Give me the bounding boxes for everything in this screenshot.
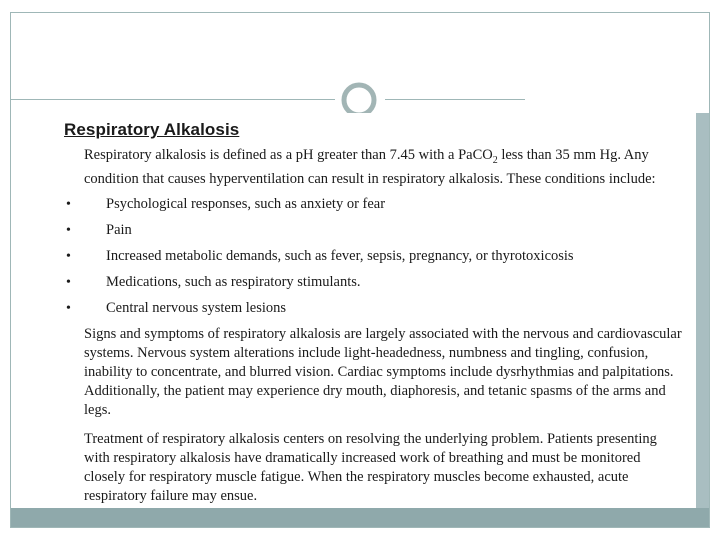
bottom-accent-bar xyxy=(11,508,709,527)
signs-paragraph: Signs and symptoms of respiratory alkalosis are largely associated with the nervous and cardiovascular systems. Nervous system alterations include light-headedness, numbness and tingling, confusion, inability to concentrate, and blurred vision. Cardiac symptoms include dysrhythmias and palpitations. Additionally, the patient may experience dry mouth, diaphoresis, and tetanic spasms of the arms and legs. xyxy=(84,325,682,418)
intro-text-part2: less than 35 mm Hg. Any condition that causes hyperventilation can result in respiratory alkalosis. These conditions include: xyxy=(84,147,656,187)
bullet-icon: • xyxy=(66,196,71,212)
header-divider-right xyxy=(385,99,525,100)
right-accent-bar xyxy=(696,113,709,508)
list-item-text: Increased metabolic demands, such as fever, sepsis, pregnancy, or thyrotoxicosis xyxy=(106,247,574,264)
header-divider-left xyxy=(10,99,335,100)
intro-paragraph xyxy=(84,146,682,189)
document-image xyxy=(20,113,696,508)
list-item-text: Central nervous system lesions xyxy=(106,299,287,316)
list-item xyxy=(64,247,682,266)
list-item xyxy=(64,273,682,292)
list-item-text: Medications, such as respiratory stimulants. xyxy=(106,273,361,290)
bullet-icon: • xyxy=(66,222,71,238)
treatment-paragraph: Treatment of respiratory alkalosis centers on resolving the underlying problem. Patients presenting with respiratory alkalosis have dramatically increased work of breathing and must be monitored closely for respiratory muscle fatigue. When the respiratory muscles become exhausted, acute respiratory failure may ensue. xyxy=(84,430,657,504)
intro-text-part1: Respiratory alkalosis is defined as a pH greater than 7.45 with a PaCO xyxy=(84,147,493,163)
co2-subscript: 2 xyxy=(492,154,498,166)
bullet-icon: • xyxy=(66,300,71,316)
list-item-text: Psychological responses, such as anxiety or fear xyxy=(106,195,386,212)
bullet-icon: • xyxy=(66,248,71,264)
list-item xyxy=(64,195,682,214)
document-heading: Respiratory Alkalosis xyxy=(64,120,240,139)
list-item xyxy=(64,221,682,240)
bullet-icon: • xyxy=(66,274,71,290)
list-item xyxy=(64,299,682,318)
list-item-text: Pain xyxy=(106,221,132,238)
conditions-list xyxy=(64,195,682,318)
